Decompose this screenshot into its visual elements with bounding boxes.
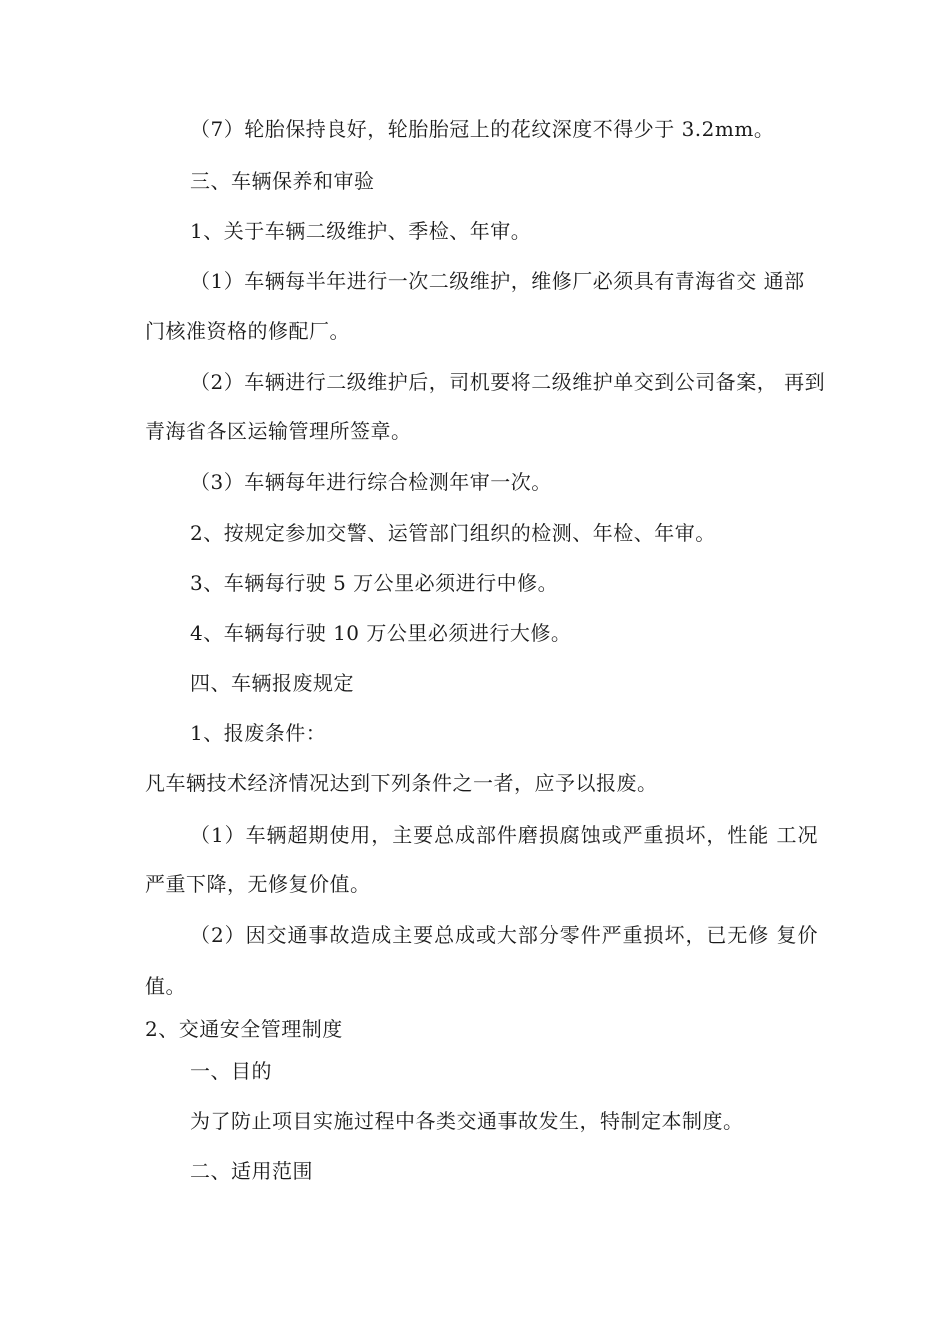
paragraph-overdue-use: （1）车辆超期使用，主要总成部件磨损腐蚀或严重损坏，性能 工况 xyxy=(190,823,818,847)
section-heading-scope: 二、适用范围 xyxy=(190,1159,313,1183)
paragraph-overdue-use-cont: 严重下降，无修复价值。 xyxy=(145,872,371,896)
paragraph-secondary-maintenance: （1）车辆每半年进行一次二级维护，维修厂必须具有青海省交 通部 xyxy=(190,269,805,293)
paragraph-tire-tread: （7）轮胎保持良好，轮胎胎冠上的花纹深度不得少于 3.2mm。 xyxy=(190,117,775,141)
section-heading-maintenance: 三、车辆保养和审验 xyxy=(190,169,375,193)
paragraph-accident-damage: （2）因交通事故造成主要总成或大部分零件严重损坏，已无修 复价 xyxy=(190,923,818,947)
paragraph-secondary-maintenance-cont: 门核准资格的修配厂。 xyxy=(145,319,350,343)
section-heading-scrapping: 四、车辆报废规定 xyxy=(190,671,354,695)
paragraph-maintenance-record-cont: 青海省各区运输管理所签章。 xyxy=(145,419,412,443)
paragraph-scrapping-rule: 凡车辆技术经济情况达到下列条件之一者，应予以报废。 xyxy=(145,771,658,795)
paragraph-accident-damage-cont: 值。 xyxy=(145,974,186,998)
item-scrapping-conditions: 1、报废条件： xyxy=(190,721,327,745)
chapter-heading-traffic-safety: 2、交通安全管理制度 xyxy=(145,1017,343,1041)
paragraph-maintenance-record: （2）车辆进行二级维护后，司机要将二级维护单交到公司备案， 再到 xyxy=(190,370,826,394)
item-medium-repair: 3、车辆每行驶 5 万公里必须进行中修。 xyxy=(190,571,559,595)
item-inspection-intro: 1、关于车辆二级维护、季检、年审。 xyxy=(190,219,532,243)
paragraph-purpose: 为了防止项目实施过程中各类交通事故发生，特制定本制度。 xyxy=(190,1109,744,1133)
item-major-repair: 4、车辆每行驶 10 万公里必须进行大修。 xyxy=(190,621,572,645)
paragraph-annual-review: （3）车辆每年进行综合检测年审一次。 xyxy=(190,470,552,494)
section-heading-purpose: 一、目的 xyxy=(190,1059,272,1083)
item-traffic-inspection: 2、按规定参加交警、运管部门组织的检测、年检、年审。 xyxy=(190,521,716,545)
